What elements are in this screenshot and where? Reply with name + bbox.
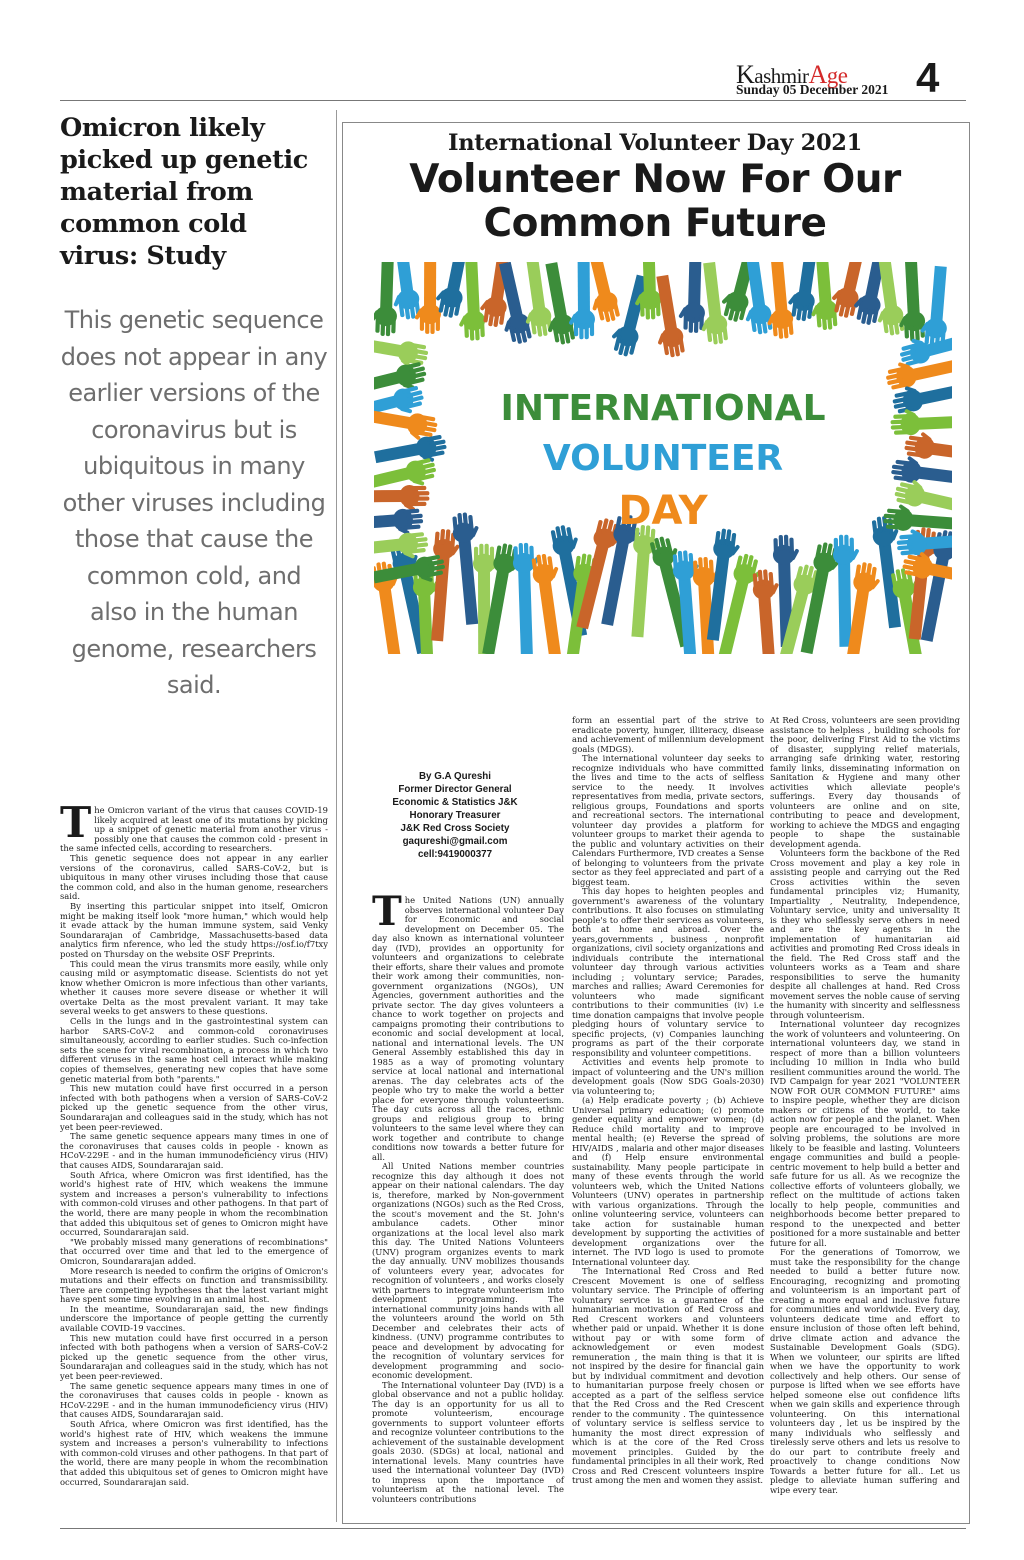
article-paragraph: In the meantime, Soundararajan said, the new findings underscore the importance of people getting the currently available COVID-19 vaccines.	[60, 1303, 328, 1334]
volunteer-day-illustration	[374, 262, 952, 654]
headline: Omicron likely picked up genetic material from common cold virus: Study	[60, 113, 308, 271]
article-paragraph: (a) Help eradicate poverty ; (b) Achieve Universal primary education; (c) promote gender equality and empower women; (d) Reduce child mortality and to improve mental health; (e) Reverse the spread of HIV/AIDS , malaria and other major diseases and (f) Help ensure environmental sustainability. Many people participate in many of these events through the world volunteers web, which the United Nations Volunteers (UNV) operates in partnership with various organizations. Through the online volunteering service, volunteers can take action for sustainable human development by supporting the activities of development organizations over the internet. The IVD logo is used to promote International volunteer day.	[572, 1095, 764, 1267]
drop-cap: T	[60, 798, 92, 847]
pull-quote: This genetic sequence does not appear in any earlier versions of the coronavirus but is ubiquitous in many other viruses including those that cause the common cold, and also in the human genome, researchers said.	[60, 306, 328, 699]
feature-kicker: International Volunteer Day 2021	[447, 130, 863, 156]
article-paragraph: The same genetic sequence appears many times in one of the coronaviruses that causes colds in people - known as HCoV-229E - and in the human immunodeficiency virus (HIV) that causes AIDS, Soundararajan said.	[60, 1131, 328, 1170]
article-paragraph: This day hopes to heighten peoples and government's awareness of the voluntary contributions. It also focuses on stimulating people's to offer their services as volunteers, both at home and abroad. Over the years,governments , business , nonprofit organizations, civil society organizations and individuals contribute the international volunteer day through various activities including ; voluntary service; Parades, marches and rallies; Award Ceremonies for volunteers who made significant contributions to their communities (iv) i.e time donation campaigns that involve people pledging hours of voluntary service to specific projects, (v) Companies launching programs as part of the their corporate responsibility and volunteer competitions.	[572, 886, 764, 1058]
article-paragraph: "We probably missed many generations of recombinations" that occurred over time and that led to the emergence of Omicron, Soundararajan added.	[60, 1236, 328, 1266]
feature-column-2	[572, 716, 764, 1486]
article-paragraph: The international volunteer day seeks to recognize individuals who have committed the lives and time to the acts of selfless service to the needy. It involves representatives from media, private sectors, religious groups, Foundations and sports and recreational sectors. The international volunteer day provides a platform for volunteer groups to market their agenda to the public and voluntary activities on their Calendars Furthermore, IVD creates a Sense of belonging to volunteers from the private sector as they feel appreciated and part of a biggest team.	[572, 753, 764, 887]
left-article-body	[60, 798, 328, 1487]
article-paragraph: South Africa, where Omicron was first identified, has the world's highest rate of HIV, which weakens the immune system and increases a person's vulnerability to infections with common-cold viruses and other pathogens. In that part of the world, there are many people in whom the recombination that added this ubiquitous set of genes to Omicron might have occurred, Soundararajan said.	[60, 1169, 328, 1238]
article-paragraph: By inserting this particular snippet into itself, Omicron might be making itself look "more human," which would help it evade attack by the human immune system, said Venky Soundararajan of Cambridge, Massachusetts-based data analytics firm nference, who led the study https://osf.io/f7txy posted on Thursday on the website OSF Preprints.	[60, 900, 328, 959]
column-divider	[336, 110, 337, 1522]
article-paragraph: form an essential part of the strive to eradicate poverty, hunger, illiteracy, disease and achievement of millennium development goals (MDGS).	[572, 715, 764, 754]
article-paragraph: More research is needed to confirm the origins of Omicron's mutations and their effects on function and transmissibility. There are competing hypotheses that the latest variant might have spent some time evolving in an animal host.	[60, 1265, 328, 1305]
illustration-line3: DAY	[618, 488, 708, 534]
newspaper-name: KashmirAge	[736, 60, 848, 89]
article-paragraph: The International volunteer Day (IVD) is a global observance and not a public holiday. The day is an opportunity for us all to promote volunteerism, encourage governments to support volunteer efforts and recognize volunteer contributions to the achievement of the sustainable development goals 2030. (SDGs) at local, national and international levels. Many countries have used the international volunteer Day (IVD) to impress upon the importance of volunteerism at the national level. The volunteers contributions	[372, 1379, 564, 1504]
article-paragraph: Volunteers form the backbone of the Red Cross movement and play a key role in assisting people and carrying out the Red Cross activities within the seven fundamental principles viz; Humanity, Impartiality , Neutrality, Independence, Voluntary service, unity and universality It is they who selflessly serve others in need and are the key agents in the implementation of humanitarian aid activities and promoting Red Cross ideals in the field. The Red Cross staff and the volunteers works as a Team and share responsibilities to serve the humanity despite all challenges at hand. Red Cross movement serves the noble cause of serving the humanity with sincerity and selflessness through volunteerism.	[770, 848, 960, 1020]
article-paragraph: This genetic sequence does not appear in any earlier versions of the coronavirus, called SARS-CoV-2, but is ubiquitous in many other viruses including those that cause the common cold, and also in the human genome, researchers said.	[60, 852, 328, 902]
feature-column-1	[372, 888, 564, 1504]
bottom-rule	[60, 1528, 966, 1529]
article-paragraph: At Red Cross, volunteers are seen providing assistance to helpless , building schools for the poor, delivering First Aid to the victims of disaster, supplying relief materials, arranging safe drinking water, restoring family links, disseminating information on Sanitation & Hygiene and many other activities which alleviate people's sufferings. Every day thousands of volunteers are online and on site, contributing to peace and development, working to achieve the MDGS and engaging people to shape the sustainable development agenda.	[770, 715, 960, 849]
article-paragraph: The International Red Cross and Red Crescent Movement is one of selfless voluntary service. The Principle of offering voluntary service is a guarantee of the humanitarian motivation of Red Cross and Red Crescent workers and volunteers whether paid or unpaid. Whether it is done without pay or with some form of acknowledgement or even modest remuneration , the main thing is that it is not inspired by the desire for financial gain but by individual commitment and devotion to humanitarian purpose freely chosen or accepted as a part of the selfless service that the Red Cross and the Red Crescent render to the community . The quintessence of voluntary service is selfless service to humanity the most direct expression of which is at the core of the Red Cross movement principles. Guided by the fundamental principles in all their work, Red Cross and Red Crescent volunteers inspire trust among the men and women they assist.	[572, 1266, 764, 1485]
article-paragraph: This could mean the virus transmits more easily, while only causing mild or asymptomatic disease. Scientists do not yet know whether Omicron is more infectious than other variants, whether it causes more severe disease or whether it will overtake Delta as the most prevalent variant. It may take several weeks to get answers to these questions.	[60, 958, 328, 1017]
feature-column-3	[770, 716, 960, 1495]
drop-cap: T	[372, 888, 402, 935]
left-article-header	[60, 112, 328, 704]
feature-title: Volunteer Now For Our Common Future	[409, 157, 901, 246]
byline: By G.A Qureshi Former Director General Economic & Statistics J&K Honorary Treasurer J&K Red Cross Society gaqureshi@gmail.com cell:9419000377	[392, 771, 518, 860]
illustration-line2: VOLUNTEER	[542, 438, 784, 479]
masthead	[736, 54, 976, 101]
article-paragraph: All United Nations member countries recognize this day although it does not appear on their national calendars. The day is, therefore, marked by Non-government organizations (NGOs) such as the Red Cross, the scout's movement and the St. John's ambulance cadets. Other minor organizations at the local level also mark this day. The United Nations Volunteers (UNV) program organizes events to mark the day annually. UNV mobilizes thousands of volunteers every year, advocates for recognition of volunteers , and works closely with partners to integrate volunteerism into development programming. The international community joins hands with all the volunteers around the world on 5th December and celebrates their acts of kindness. (UNV) programme contributes to peace and development by advocating for the recognition of voluntary services for development programming and socio-economic development.	[372, 1161, 564, 1380]
illustration-line1: INTERNATIONAL	[500, 388, 826, 429]
article-paragraph: The same genetic sequence appears many times in one of the coronaviruses that causes colds in people - known as HCoV-229E - and in the human immunodeficiency virus (HIV) that causes AIDS, Soundararajan said.	[60, 1380, 328, 1420]
article-paragraph: Activities and events help promote to impact of volunteering and the UN's million development goals (Now SDG Goals-2030) via volunteering to;	[572, 1057, 764, 1096]
issue-date: Sunday 05 December 2021	[736, 82, 889, 97]
article-paragraph: Cells in the lungs and in the gastrointestinal system can harbor SARS-CoV-2 and common-cold coronaviruses simultaneously, according to earlier studies. Such co-infection sets the scene for viral recombination, a process in which two different viruses in the same host cell interact while making copies of themselves, generating new copies that have some genetic material from both "parents."	[60, 1016, 328, 1084]
article-paragraph: International volunteer day recognizes the work of volunteers and volunteering. On international volunteers day, we stand in respect of more than a billion volunteers including 10 million in India who build resilient communities around the world. The IVD Campaign for year 2021 "VOLUNTEER NOW FOR OUR COMMON FUTURE" aims to inspire people, whether they are dicison makers or citizens of the world, to take action now for people and the planet. When people are encouraged to be involved in solving problems, the solutions are more likely to be feasible and lasting. Volunteers engage communities and build a people-centric movement to help build a better and safe future for us all. As we recognize the collective efforts of volunteers globally, we reflect on the multitude of actions taken locally to help people, communities and neighborhoods become better prepared to respond to the unexpected and better positioned for a more sustainable and better future for all.	[770, 1019, 960, 1248]
article-paragraph: This new mutation could have first occurred in a person infected with both pathogens when a version of SARS-CoV-2 picked up the genetic sequence from the other virus, Soundararajan and colleagues said in the study, which has not yet been peer-reviewed.	[60, 1083, 328, 1132]
article-paragraph: South Africa, where Omicron was first identified, has the world's highest rate of HIV, which weakens the immune system and increases a person's vulnerability to infections with common-cold viruses and other pathogens. In that part of the world, there are many people in whom the recombination that added this ubiquitous set of genes to Omicron might have occurred, Soundararajan said.	[60, 1419, 328, 1487]
top-rule	[60, 100, 966, 101]
article-paragraph: he United Nations (UN) annually observes international volunteer Day for Economic and social development on December 05. The day also known as international volunteer day (IVD), provides an opportunity for volunteers and organizations to celebrate their efforts, share their values and promote their work among their communities, non-government organizations (NGOs), UN Agencies, government authorities and the private sector. The day gives volunteers a chance to work together on projects and campaigns promoting their contributions to economic and social development at local, national and international levels. The UN General Assembly established this day in 1985 as a way of promoting voluntary service at local national and international arenas. The day celebrates acts of the people who try to make the world a better place for everyone through volunteerism. The day cuts across all the races, ethnic groups and religious group to bring volunteers to the same level where they can work together and contribute to change conditions now towards a better future for all.	[372, 895, 564, 1162]
article-paragraph: he Omicron variant of the virus that causes COVID-19 likely acquired at least one of its mutations by picking up a snippet of genetic material from another virus - possibly one that causes the common cold - present in the same infected cells, according to researchers.	[60, 805, 328, 854]
article-paragraph: This new mutation could have first occurred in a person infected with both pathogens when a version of SARS-CoV-2 picked up the genetic sequence from the other virus, Soundararajan and colleagues said in the study, which has not yet been peer-reviewed.	[60, 1332, 328, 1382]
page-number: 4	[916, 54, 940, 101]
article-paragraph: For the generations of Tomorrow, we must take the responsibility for the change needed to build a better future now. Encouraging, recognizing and promoting and volunteerism is an important part of creating a more equal and inclusive future for communities and worldwide. Every day, volunteers dedicate time and effort to ensure inclusion of those often left behind, drive climate action and advance the Sustainable Development Goals (SDG). When we volunteer, our spirits are lifted when we have the opportunity to work collectively and help others. Our sense of purpose is lifted when we see efforts have helped someone else out confidence lifts when we gain skills and experience through volunteering. On this international volunteers day , let us be inspired by the many individuals who selflessly and tirelessly serve others and lets us resolve to do our part to contribute freely and proactively to change conditions Now Towards a better future for all.. Let us pledge to alleviate human suffering and wipe every tear.	[770, 1247, 960, 1495]
